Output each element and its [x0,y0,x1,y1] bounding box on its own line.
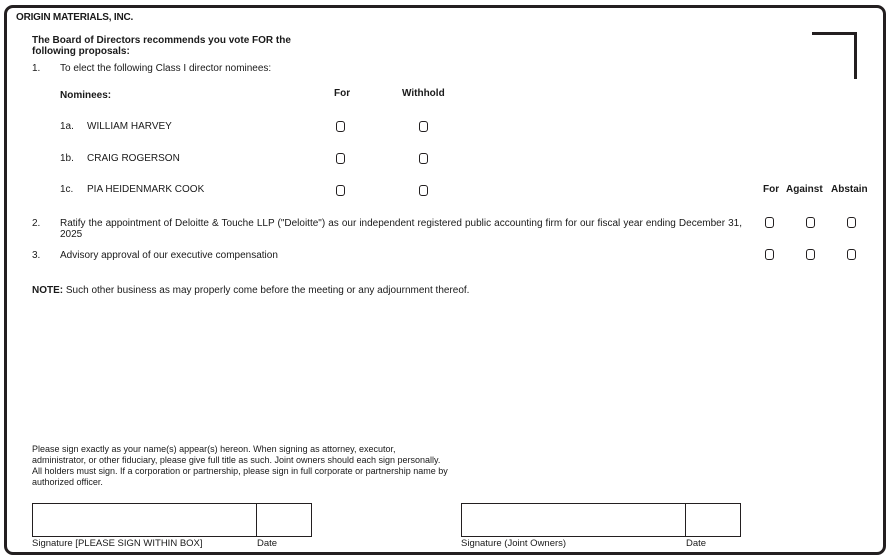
column-header-against: Against [786,184,823,195]
note-label: NOTE: [32,285,64,296]
proposal-2-for-checkbox[interactable] [765,217,774,228]
proposal-3-text: Advisory approval of our executive compensation [60,250,278,261]
column-header-for: For [334,88,351,99]
nominee-1b-withhold-checkbox[interactable] [419,153,428,164]
joint-signature-label: Signature (Joint Owners) [461,538,567,549]
proposal-2-against-checkbox[interactable] [806,217,815,228]
nominee-1b-name: CRAIG ROGERSON [87,153,180,164]
note [32,285,469,296]
proposal-3-number: 3. [32,250,41,261]
corner-registration-mark [812,32,857,79]
proposal-2-text: Ratify the appointment of Deloitte & Touche LLP ("Deloitte") as our independent registered public accounting firm for our fiscal year ending December 31, 2025 [60,218,742,240]
board-recommendation: The Board of Directors recommends you vote FOR the following proposals: [32,35,291,57]
nominee-1c-withhold-checkbox[interactable] [419,185,428,196]
nominee-1a-id: 1a. [60,121,74,132]
column-header-for-proposals: For [763,184,780,195]
nominee-1b-for-checkbox[interactable] [336,153,345,164]
proposal-2-abstain-checkbox[interactable] [847,217,856,228]
proposal-2-number: 2. [32,218,41,229]
proposal-1-text: To elect the following Class I director nominees: [60,63,272,74]
joint-signature-box[interactable] [461,503,741,537]
joint-date-divider [685,504,686,536]
primary-signature-box[interactable] [32,503,312,537]
column-header-withhold: Withhold [402,88,445,99]
nominee-1a-for-checkbox[interactable] [336,121,345,132]
proposal-3-for-checkbox[interactable] [765,249,774,260]
proposal-1-number: 1. [32,63,41,74]
proposal-3-abstain-checkbox[interactable] [847,249,856,260]
nominee-1c-for-checkbox[interactable] [336,185,345,196]
signing-instructions: Please sign exactly as your name(s) appear(s) hereon. When signing as attorney, executor, administrator, or other fiduciary, please give full title as such. Joint owners should each sign personally. All holders must sign. If a corporation or partnership, please sign in full corporate or partnership name by authorized officer. [32,444,448,487]
primary-signature-label: Signature [PLEASE SIGN WITHIN BOX] [32,538,203,549]
primary-date-label: Date [257,538,278,549]
proposal-3-against-checkbox[interactable] [806,249,815,260]
nominee-1a-withhold-checkbox[interactable] [419,121,428,132]
joint-date-label: Date [686,538,707,549]
primary-date-divider [256,504,257,536]
nominee-1c-name: PIA HEIDENMARK COOK [87,184,205,195]
company-name: ORIGIN MATERIALS, INC. [16,12,134,23]
nominees-header: Nominees: [60,90,112,101]
nominee-1a-name: WILLIAM HARVEY [87,121,172,132]
nominee-1b-id: 1b. [60,153,74,164]
nominee-1c-id: 1c. [60,184,74,195]
note-text: Such other business as may properly come before the meeting or any adjournment thereof. [65,285,470,296]
column-header-abstain: Abstain [831,184,868,195]
